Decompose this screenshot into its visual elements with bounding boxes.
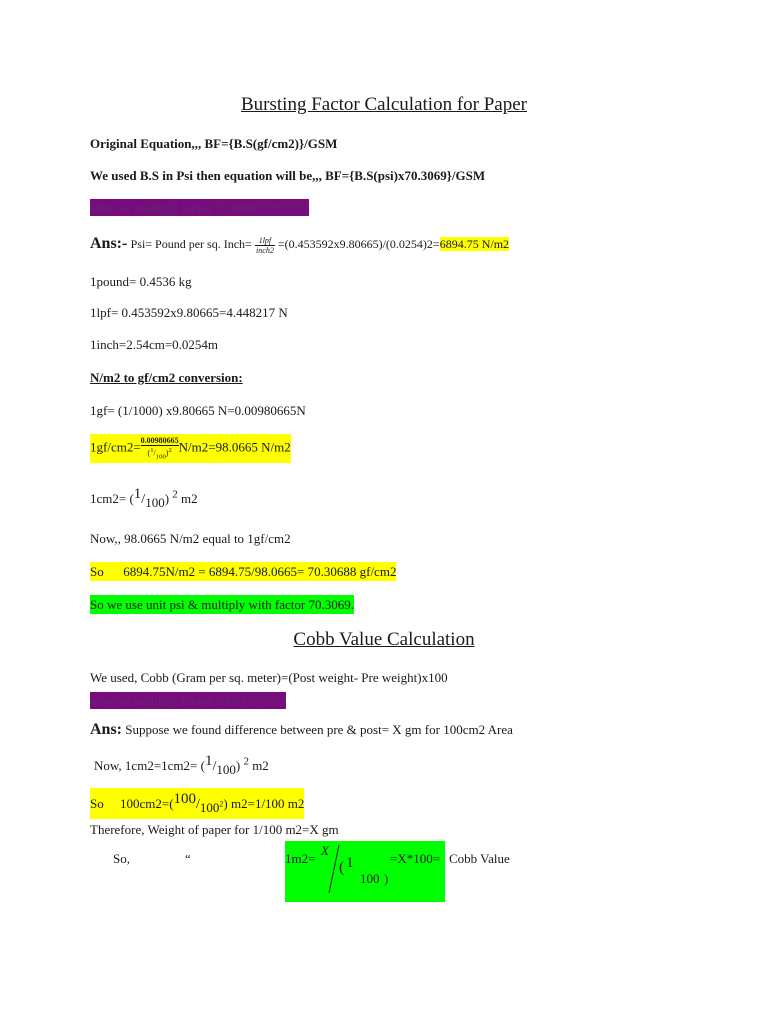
gf-cm2-suffix: N/m2=98.0665 N/m2 bbox=[178, 439, 291, 455]
so-label-4: So, bbox=[113, 851, 130, 866]
fraction-denominator: $100^2$ bbox=[199, 799, 224, 815]
psi-calculation: =(0.453592x9.80665)/(0.0254)2= bbox=[274, 237, 440, 251]
fraction-numerator: 100 bbox=[173, 791, 197, 807]
now-cm2-prefix: Now, 1cm2=1cm2= ( bbox=[94, 758, 205, 773]
original-equation: BF={B.S(gf/cm2)}/GSM bbox=[204, 136, 338, 151]
cobb-value-label: Cobb Value bbox=[449, 851, 510, 866]
exponent: 2 bbox=[243, 755, 249, 768]
so-label: So bbox=[90, 564, 104, 579]
page-title: Bursting Factor Calculation for Paper bbox=[241, 94, 527, 115]
now-equal-line: Now,, 98.0665 N/m2 equal to 1gf/cm2 bbox=[90, 531, 291, 546]
unit: m2 bbox=[248, 758, 269, 773]
cobb-x: X bbox=[321, 843, 329, 858]
cm2-fraction: 1/100 bbox=[133, 486, 165, 510]
fraction-numerator: 1 bbox=[204, 753, 213, 769]
so-line-3 bbox=[90, 788, 304, 819]
question-1-text: why we mulitply factor 70.3069????????? bbox=[90, 200, 310, 215]
so-highlight-1 bbox=[90, 562, 396, 581]
gf-cm2-fraction bbox=[141, 436, 179, 461]
psi-equation-label: We used B.S in Psi then equation will be,,, bbox=[90, 168, 322, 183]
cobb-fraction-denominator: 100 bbox=[360, 871, 380, 886]
cm2-line bbox=[90, 485, 198, 512]
so-highlight-3 bbox=[90, 788, 304, 819]
answer-2-text: Suppose we found difference between pre & post= X gm for 100cm2 Area bbox=[125, 722, 513, 737]
cm2-prefix: 1cm2= ( bbox=[90, 491, 134, 506]
so-label: So bbox=[90, 796, 104, 811]
original-equation-line bbox=[90, 135, 337, 153]
cobb-formula-box bbox=[285, 841, 445, 902]
fraction-numerator: 1lpf bbox=[255, 236, 275, 246]
so3-fraction: $100/100^2$ bbox=[173, 791, 224, 815]
pound-conversion: 1pound= 0.4536 kg bbox=[90, 274, 192, 289]
so-line-2 bbox=[90, 596, 354, 614]
cobb-lhs: 1m2= bbox=[285, 851, 316, 866]
fraction-denominator: 100 bbox=[145, 495, 165, 510]
fraction-denominator: 100 bbox=[216, 762, 236, 777]
gf-conversion: 1gf= (1/1000) x9.80665 N=0.00980665N bbox=[90, 403, 306, 418]
inch-conversion: 1inch=2.54cm=0.0254m bbox=[90, 337, 219, 352]
paren-close: ) bbox=[384, 871, 389, 886]
sub-denominator: 100 bbox=[155, 453, 166, 461]
psi-equation-line bbox=[90, 167, 485, 185]
question-2 bbox=[90, 692, 286, 710]
sub-numerator: 1 bbox=[150, 447, 154, 454]
cobb-equation: We used, Cobb (Gram per sq. meter)=(Post weight- Pre weight)x100 bbox=[90, 670, 448, 685]
so3-suffix: ) m2=1/100 m2 bbox=[223, 796, 305, 811]
so-calculation: 6894.75N/m2 = 6894.75/98.0665= 70.30688 gf/cm2 bbox=[123, 564, 397, 579]
factor-conclusion: So we use unit psi & multiply with factor 70.3069. bbox=[90, 597, 354, 612]
cobb-result: =X*100= bbox=[390, 851, 441, 866]
exponent: 2 bbox=[168, 447, 172, 454]
cobb-fraction-numerator: 1 bbox=[346, 855, 354, 871]
answer-1-line bbox=[90, 235, 509, 255]
question-2-text: why we mulitply factor 100????????? bbox=[90, 693, 287, 708]
exponent: 2 bbox=[219, 799, 224, 809]
answer-2-label: Ans: bbox=[90, 721, 123, 738]
psi-equation: BF={B.S(psi)x70.3069}/GSM bbox=[325, 168, 486, 183]
unit: m2 bbox=[177, 491, 198, 506]
fraction-denominator: $(^1/_{100})^2$ bbox=[147, 447, 172, 461]
lpf-conversion: 1lpf= 0.453592x9.80665=4.448217 N bbox=[90, 305, 288, 320]
now-cm2-line bbox=[94, 752, 269, 779]
original-equation-label: Original Equation,,, bbox=[90, 136, 202, 151]
section-title-cobb: Cobb Value Calculation bbox=[293, 629, 475, 650]
ditto-mark: “ bbox=[185, 851, 191, 866]
exponent: 2 bbox=[172, 488, 178, 501]
answer-2-line bbox=[90, 721, 513, 739]
paren-close: ) bbox=[235, 758, 241, 773]
so-line-1 bbox=[90, 563, 396, 581]
question-1 bbox=[90, 199, 309, 217]
psi-definition: Psi= Pound per sq. Inch= bbox=[130, 237, 252, 251]
therefore-line: Therefore, Weight of paper for 1/100 m2=X gm bbox=[90, 822, 339, 837]
paren-open: ( bbox=[147, 448, 151, 458]
paren-close: ) bbox=[164, 491, 170, 506]
gf-cm2-highlight bbox=[90, 434, 291, 463]
fraction-numerator: 0.00980665 bbox=[140, 436, 179, 445]
gf-cm2-line bbox=[90, 434, 291, 463]
now-cm2-fraction: 1/100 bbox=[204, 753, 236, 777]
fraction-numerator: 1 bbox=[133, 486, 142, 502]
psi-result: 6894.75 N/m2 bbox=[439, 237, 510, 251]
conversion-heading: N/m2 to gf/cm2 conversion: bbox=[90, 370, 243, 385]
lpf-per-inch2-fraction bbox=[255, 236, 275, 255]
so3-prefix: 100cm2=( bbox=[119, 796, 174, 811]
paren-close: ) bbox=[165, 448, 169, 458]
answer-1-label: Ans:- bbox=[90, 235, 128, 252]
paren-open: ( bbox=[339, 859, 345, 876]
fraction-denominator: inch2 bbox=[256, 245, 274, 255]
gf-cm2-prefix: 1gf/cm2= bbox=[90, 439, 141, 455]
